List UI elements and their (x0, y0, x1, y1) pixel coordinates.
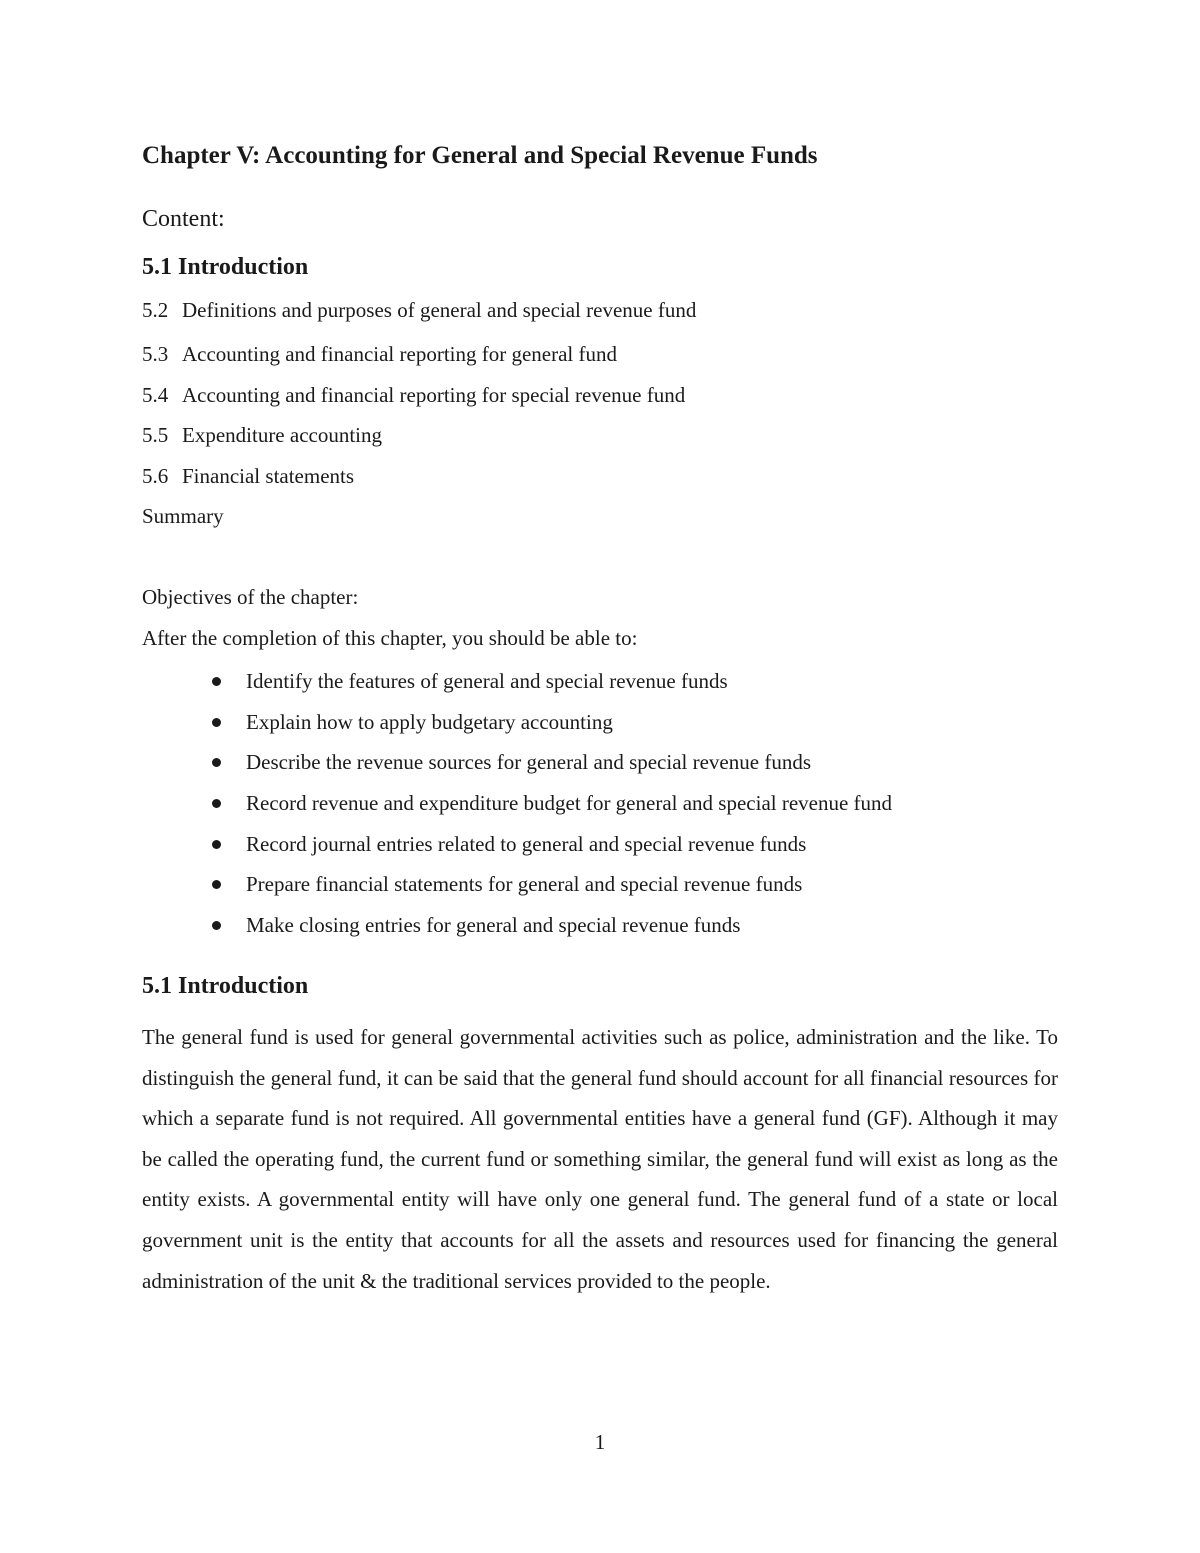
page-number: 1 (594, 1430, 606, 1454)
list-item (210, 911, 892, 952)
objective-text: Explain how to apply budgetary accounting (246, 709, 613, 734)
objective-text: Record journal entries related to general and special revenue funds (246, 831, 807, 856)
toc-item-number: 5.5 (142, 423, 169, 447)
objectives-list (210, 667, 892, 952)
bullet-icon (212, 718, 221, 727)
toc-item-label: Accounting and financial reporting for general fund (182, 342, 618, 366)
toc-item (142, 342, 617, 367)
bullet-icon (212, 880, 221, 889)
toc-item (142, 464, 354, 489)
toc-item-intro (142, 254, 308, 281)
chapter-title: Chapter V: Accounting for General and Special Revenue Funds (142, 142, 818, 169)
toc-item-number: 5.6 (142, 464, 169, 488)
toc-item-label: Introduction (178, 254, 309, 280)
list-item (210, 830, 892, 871)
content-label: Content: (142, 206, 225, 232)
toc-summary: Summary (142, 504, 224, 528)
toc-item (142, 423, 382, 448)
bullet-icon (212, 758, 221, 767)
objective-text: Prepare financial statements for general and special revenue funds (246, 872, 803, 897)
toc-item-number: 5.1 (142, 254, 172, 280)
objective-text: Record revenue and expenditure budget for general and special revenue fund (246, 791, 893, 816)
toc-item-number: 5.2 (142, 298, 169, 322)
toc-item (142, 298, 696, 323)
bullet-icon (212, 799, 221, 808)
objectives-intro: After the completion of this chapter, you should be able to: (142, 626, 638, 650)
objective-text: Describe the revenue sources for general and special revenue funds (246, 750, 811, 775)
list-item (210, 667, 892, 708)
objectives-heading: Objectives of the chapter: (142, 585, 359, 609)
section-paragraph: The general fund is used for general governmental activities such as police, administration and the like. To distinguish the general fund, it can be said that the general fund should account for all financial resources for which a separate fund is not required. All governmental entities have a general fund (GF). Although it may be called the operating fund, the current fund or something similar, the general fund will exist as long as the entity exists. A governmental entity will have only one general fund. The general fund of a state or local government unit is the entity that accounts for all the assets and resources used for financing the general administration of the unit & the traditional services provided to the people. (142, 1025, 1058, 1293)
section-heading: 5.1 Introduction (142, 973, 309, 999)
toc-item-number: 5.4 (142, 383, 169, 407)
bullet-icon (212, 677, 221, 686)
list-item (210, 870, 892, 911)
toc-item-number: 5.3 (142, 342, 169, 366)
toc-item (142, 383, 685, 408)
list-item (210, 748, 892, 789)
toc-item-label: Accounting and financial reporting for special revenue fund (182, 383, 686, 407)
list-item (210, 789, 892, 830)
toc-item-label: Financial statements (182, 464, 355, 488)
objective-text: Make closing entries for general and special revenue funds (246, 913, 741, 938)
bullet-icon (212, 840, 221, 849)
toc-item-label: Expenditure accounting (182, 423, 383, 447)
list-item (210, 708, 892, 749)
toc-item-label: Definitions and purposes of general and special revenue fund (182, 298, 697, 322)
objective-text: Identify the features of general and special revenue funds (246, 669, 728, 693)
bullet-icon (212, 921, 221, 930)
